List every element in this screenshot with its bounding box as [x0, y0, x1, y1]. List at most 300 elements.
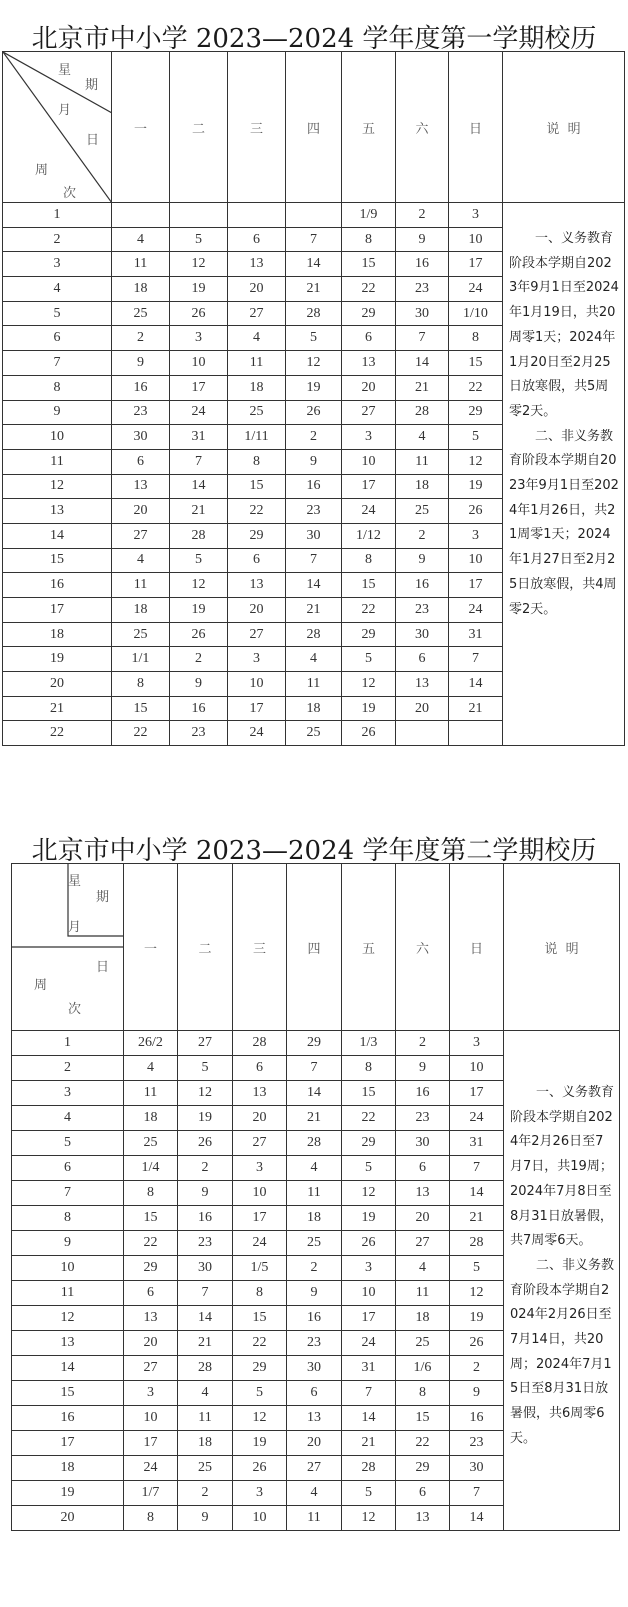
- date-cell: 9: [287, 1281, 342, 1306]
- date-cell: 4: [178, 1381, 233, 1406]
- date-cell: 3: [124, 1381, 178, 1406]
- date-cell: 17: [228, 696, 286, 721]
- week-number-cell: 13: [12, 1331, 124, 1356]
- week-number-cell: 14: [12, 1356, 124, 1381]
- date-cell: 17: [233, 1206, 287, 1231]
- date-cell: 2: [396, 523, 449, 548]
- date-cell: 14: [286, 573, 342, 598]
- date-cell: 27: [233, 1131, 287, 1156]
- date-cell: 15: [342, 573, 396, 598]
- date-cell: 18: [112, 277, 170, 302]
- date-cell: 3: [233, 1481, 287, 1506]
- date-cell: 12: [342, 672, 396, 697]
- date-cell: 31: [449, 622, 503, 647]
- date-cell: 12: [449, 449, 503, 474]
- date-cell: 22: [342, 598, 396, 623]
- date-cell: 17: [342, 1306, 396, 1331]
- week-number-cell: 9: [12, 1231, 124, 1256]
- date-cell: 12: [178, 1081, 233, 1106]
- week-number-cell: 10: [12, 1256, 124, 1281]
- date-cell: 31: [450, 1131, 504, 1156]
- semester1-calendar-table: [2, 51, 625, 746]
- date-cell: 21: [450, 1206, 504, 1231]
- date-cell: 18: [396, 1306, 450, 1331]
- date-cell: 7: [449, 647, 503, 672]
- date-cell: 5: [450, 1256, 504, 1281]
- date-cell: 10: [342, 449, 396, 474]
- date-cell: 15: [112, 696, 170, 721]
- date-cell: 19: [450, 1306, 504, 1331]
- date-cell: 7: [396, 326, 449, 351]
- date-cell: 10: [170, 351, 228, 376]
- week-number-cell: 17: [3, 598, 112, 623]
- date-cell: 28: [233, 1031, 287, 1056]
- corner-label-zhou: 周: [35, 163, 49, 178]
- date-cell: 7: [450, 1156, 504, 1181]
- date-cell: 24: [342, 1331, 396, 1356]
- weekday-header-tue: 二: [170, 52, 228, 203]
- date-cell: 7: [178, 1281, 233, 1306]
- corner-label-ci: 次: [63, 186, 77, 201]
- date-cell: 21: [170, 499, 228, 524]
- date-cell: 27: [112, 523, 170, 548]
- date-cell: 19: [170, 598, 228, 623]
- date-cell: 12: [170, 573, 228, 598]
- date-cell: 25: [112, 622, 170, 647]
- date-cell: 1/9: [342, 203, 396, 228]
- date-cell: 17: [170, 375, 228, 400]
- date-cell: 5: [342, 647, 396, 672]
- date-cell: 15: [124, 1206, 178, 1231]
- date-cell: 20: [396, 696, 449, 721]
- date-cell: 18: [286, 696, 342, 721]
- date-cell: 11: [396, 449, 449, 474]
- date-cell: 12: [342, 1181, 396, 1206]
- week-number-cell: 16: [3, 573, 112, 598]
- date-cell: 29: [287, 1031, 342, 1056]
- date-cell: 2: [286, 425, 342, 450]
- date-cell: 11: [396, 1281, 450, 1306]
- date-cell: 27: [396, 1231, 450, 1256]
- date-cell: 8: [449, 326, 503, 351]
- week-number-cell: 19: [12, 1481, 124, 1506]
- date-cell: 16: [112, 375, 170, 400]
- week-number-cell: 20: [3, 672, 112, 697]
- week-row: [3, 203, 625, 228]
- date-cell: 21: [178, 1331, 233, 1356]
- date-cell: 18: [228, 375, 286, 400]
- date-cell: 28: [342, 1456, 396, 1481]
- date-cell: 30: [286, 523, 342, 548]
- date-cell: 29: [342, 622, 396, 647]
- date-cell: 2: [178, 1481, 233, 1506]
- date-cell: 27: [342, 400, 396, 425]
- date-cell: 28: [170, 523, 228, 548]
- week-number-cell: 1: [3, 203, 112, 228]
- semester2-calendar-table: [11, 863, 620, 1531]
- corner-label-ci: 次: [68, 1002, 82, 1017]
- date-cell: 28: [287, 1131, 342, 1156]
- date-cell: 9: [178, 1506, 233, 1531]
- week-number-cell: 8: [3, 375, 112, 400]
- date-cell: 16: [396, 1081, 450, 1106]
- date-cell: 4: [228, 326, 286, 351]
- date-cell: 25: [287, 1231, 342, 1256]
- weekday-header-fri: 五: [342, 864, 396, 1031]
- date-cell: 23: [396, 1106, 450, 1131]
- weekday-header-sun: 日: [449, 52, 503, 203]
- date-cell: 25: [178, 1456, 233, 1481]
- notes-cell: [503, 203, 625, 746]
- date-cell: 2: [287, 1256, 342, 1281]
- date-cell: 25: [396, 1331, 450, 1356]
- date-cell: 23: [396, 277, 449, 302]
- notes-header: 说 明: [504, 864, 620, 1031]
- date-cell: 7: [342, 1381, 396, 1406]
- week-number-cell: 4: [3, 277, 112, 302]
- date-cell: 1/7: [124, 1481, 178, 1506]
- date-cell: 26: [449, 499, 503, 524]
- date-cell: 24: [450, 1106, 504, 1131]
- note-paragraph: 一、义务教育阶段本学期自2024年2月26日至7月7日，共19周；2024年7月8日至8月31日放暑假，共7周零6天。: [510, 1085, 615, 1249]
- date-cell: 16: [396, 573, 449, 598]
- date-cell: 23: [286, 499, 342, 524]
- date-cell: 20: [342, 375, 396, 400]
- date-cell: 16: [396, 252, 449, 277]
- date-cell: 22: [342, 1106, 396, 1131]
- date-cell: 25: [396, 499, 449, 524]
- date-cell: 30: [287, 1356, 342, 1381]
- date-cell: 9: [396, 1056, 450, 1081]
- date-cell: 22: [342, 277, 396, 302]
- date-cell: 29: [342, 301, 396, 326]
- date-cell: 20: [228, 277, 286, 302]
- date-cell: 7: [286, 548, 342, 573]
- weekday-header-wed: 三: [233, 864, 287, 1031]
- date-cell: 9: [178, 1181, 233, 1206]
- date-cell: 16: [178, 1206, 233, 1231]
- date-cell: 14: [396, 351, 449, 376]
- date-cell: 7: [170, 449, 228, 474]
- week-number-cell: 3: [12, 1081, 124, 1106]
- date-cell: 31: [342, 1356, 396, 1381]
- date-cell: 19: [233, 1431, 287, 1456]
- date-cell: 5: [286, 326, 342, 351]
- date-cell: 19: [342, 696, 396, 721]
- date-cell: 21: [449, 696, 503, 721]
- date-cell: 4: [112, 227, 170, 252]
- week-number-cell: 20: [12, 1506, 124, 1531]
- date-cell: 2: [450, 1356, 504, 1381]
- date-cell: 26: [178, 1131, 233, 1156]
- date-cell: 29: [342, 1131, 396, 1156]
- date-cell: 11: [112, 252, 170, 277]
- corner-label-ri: 日: [96, 960, 110, 975]
- date-cell: 25: [228, 400, 286, 425]
- date-cell: 24: [233, 1231, 287, 1256]
- date-cell: 19: [178, 1106, 233, 1131]
- date-cell: 29: [449, 400, 503, 425]
- week-number-cell: 13: [3, 499, 112, 524]
- note-paragraph: 二、非义务教育阶段本学期自2024年2月26日至7月14日，共20周；2024年7月15日至8月31日放暑假，共6周零6天。: [510, 1257, 615, 1446]
- date-cell: [170, 203, 228, 228]
- date-cell: [112, 203, 170, 228]
- date-cell: 27: [287, 1456, 342, 1481]
- date-cell: 26/2: [124, 1031, 178, 1056]
- date-cell: 20: [112, 499, 170, 524]
- date-cell: 4: [124, 1056, 178, 1081]
- date-cell: 14: [287, 1081, 342, 1106]
- corner-header-cell: [3, 52, 112, 203]
- date-cell: 23: [287, 1331, 342, 1356]
- date-cell: 10: [449, 227, 503, 252]
- date-cell: 15: [396, 1406, 450, 1431]
- date-cell: 13: [233, 1081, 287, 1106]
- weekday-header-wed: 三: [228, 52, 286, 203]
- date-cell: 10: [233, 1506, 287, 1531]
- date-cell: 8: [233, 1281, 287, 1306]
- date-cell: 5: [342, 1156, 396, 1181]
- note-paragraph: 二、非义务教育阶段本学期自2023年9月1日至2024年1月26日，共21周零1天；2024年1月27日至2月25日放寒假，共4周零2天。: [509, 428, 619, 617]
- date-cell: 18: [178, 1431, 233, 1456]
- date-cell: 7: [286, 227, 342, 252]
- corner-label-zhou: 周: [34, 978, 48, 993]
- date-cell: 6: [342, 326, 396, 351]
- week-number-cell: 9: [3, 400, 112, 425]
- date-cell: [449, 721, 503, 746]
- weekday-header-sat: 六: [396, 864, 450, 1031]
- date-cell: 17: [449, 573, 503, 598]
- date-cell: 26: [233, 1456, 287, 1481]
- week-number-cell: 7: [3, 351, 112, 376]
- date-cell: 6: [228, 227, 286, 252]
- week-number-cell: 2: [12, 1056, 124, 1081]
- date-cell: 28: [396, 400, 449, 425]
- semester2-title: 北京市中小学 2023—2024 学年度第二学期校历: [31, 836, 597, 866]
- date-cell: 4: [286, 647, 342, 672]
- date-cell: 4: [112, 548, 170, 573]
- note-paragraph: 一、义务教育阶段本学期自2023年9月1日至2024年1月19日，共20周零1天；2024年1月20日至2月25日放寒假，共5周零2天。: [509, 231, 619, 419]
- date-cell: 24: [449, 277, 503, 302]
- notes-cell: [504, 1031, 620, 1531]
- date-cell: 11: [124, 1081, 178, 1106]
- date-cell: 5: [342, 1481, 396, 1506]
- corner-label-qi: 期: [85, 78, 99, 93]
- date-cell: 20: [287, 1431, 342, 1456]
- date-cell: 23: [112, 400, 170, 425]
- week-number-cell: 22: [3, 721, 112, 746]
- date-cell: 15: [342, 1081, 396, 1106]
- date-cell: 19: [449, 474, 503, 499]
- date-cell: 14: [449, 672, 503, 697]
- date-cell: 18: [124, 1106, 178, 1131]
- date-cell: 14: [170, 474, 228, 499]
- date-cell: 2: [170, 647, 228, 672]
- date-cell: 1/12: [342, 523, 396, 548]
- week-number-cell: 2: [3, 227, 112, 252]
- date-cell: 19: [170, 277, 228, 302]
- date-cell: 16: [286, 474, 342, 499]
- date-cell: 26: [342, 1231, 396, 1256]
- date-cell: 10: [450, 1056, 504, 1081]
- date-cell: 11: [286, 672, 342, 697]
- corner-header-cell: [12, 864, 124, 1031]
- date-cell: 5: [233, 1381, 287, 1406]
- date-cell: 2: [396, 1031, 450, 1056]
- week-number-cell: 15: [3, 548, 112, 573]
- date-cell: 13: [112, 474, 170, 499]
- date-cell: 23: [170, 721, 228, 746]
- week-number-cell: 7: [12, 1181, 124, 1206]
- date-cell: 19: [342, 1206, 396, 1231]
- date-cell: 5: [170, 548, 228, 573]
- date-cell: 13: [342, 351, 396, 376]
- corner-label-xing: 星: [68, 874, 82, 889]
- week-number-cell: 18: [12, 1456, 124, 1481]
- date-cell: 9: [450, 1381, 504, 1406]
- header-row: [3, 52, 625, 203]
- week-number-cell: 8: [12, 1206, 124, 1231]
- date-cell: 5: [449, 425, 503, 450]
- date-cell: 9: [396, 227, 449, 252]
- date-cell: 6: [396, 647, 449, 672]
- date-cell: 11: [287, 1506, 342, 1531]
- date-cell: 2: [396, 203, 449, 228]
- date-cell: 6: [396, 1156, 450, 1181]
- date-cell: 21: [286, 277, 342, 302]
- date-cell: 3: [342, 1256, 396, 1281]
- date-cell: 18: [396, 474, 449, 499]
- date-cell: 6: [396, 1481, 450, 1506]
- week-number-cell: 6: [3, 326, 112, 351]
- date-cell: 30: [396, 1131, 450, 1156]
- date-cell: 10: [228, 672, 286, 697]
- date-cell: 5: [170, 227, 228, 252]
- date-cell: 27: [228, 622, 286, 647]
- date-cell: 20: [228, 598, 286, 623]
- date-cell: 24: [342, 499, 396, 524]
- date-cell: 10: [342, 1281, 396, 1306]
- date-cell: 10: [124, 1406, 178, 1431]
- date-cell: 9: [286, 449, 342, 474]
- date-cell: 14: [178, 1306, 233, 1331]
- date-cell: 7: [450, 1481, 504, 1506]
- date-cell: 25: [286, 721, 342, 746]
- date-cell: 1/11: [228, 425, 286, 450]
- date-cell: 29: [228, 523, 286, 548]
- week-number-cell: 16: [12, 1406, 124, 1431]
- notes-header: 说 明: [503, 52, 625, 203]
- date-cell: 29: [396, 1456, 450, 1481]
- date-cell: 8: [342, 548, 396, 573]
- date-cell: 30: [112, 425, 170, 450]
- date-cell: 21: [286, 598, 342, 623]
- date-cell: 19: [286, 375, 342, 400]
- semester1-title: 北京市中小学 2023—2024 学年度第一学期校历: [31, 24, 597, 54]
- date-cell: 14: [450, 1506, 504, 1531]
- date-cell: 26: [286, 400, 342, 425]
- weekday-header-thu: 四: [287, 864, 342, 1031]
- date-cell: 2: [112, 326, 170, 351]
- week-number-cell: 4: [12, 1106, 124, 1131]
- week-number-cell: 3: [3, 252, 112, 277]
- date-cell: 30: [396, 622, 449, 647]
- date-cell: 17: [449, 252, 503, 277]
- date-cell: 27: [124, 1356, 178, 1381]
- date-cell: 4: [287, 1481, 342, 1506]
- date-cell: 30: [178, 1256, 233, 1281]
- date-cell: 17: [450, 1081, 504, 1106]
- date-cell: 25: [112, 301, 170, 326]
- date-cell: 3: [450, 1031, 504, 1056]
- date-cell: 13: [396, 1506, 450, 1531]
- date-cell: 22: [233, 1331, 287, 1356]
- date-cell: 16: [450, 1406, 504, 1431]
- date-cell: 24: [449, 598, 503, 623]
- date-cell: 1/10: [449, 301, 503, 326]
- date-cell: 15: [228, 474, 286, 499]
- week-row: [12, 1031, 620, 1056]
- date-cell: 21: [342, 1431, 396, 1456]
- date-cell: 31: [170, 425, 228, 450]
- date-cell: 20: [396, 1206, 450, 1231]
- date-cell: 8: [342, 227, 396, 252]
- corner-label-qi: 期: [96, 890, 110, 905]
- week-number-cell: 10: [3, 425, 112, 450]
- date-cell: 6: [228, 548, 286, 573]
- weekday-header-thu: 四: [286, 52, 342, 203]
- week-number-cell: 11: [3, 449, 112, 474]
- week-number-cell: 6: [12, 1156, 124, 1181]
- date-cell: 14: [286, 252, 342, 277]
- date-cell: 13: [396, 672, 449, 697]
- date-cell: 21: [287, 1106, 342, 1131]
- date-cell: 15: [449, 351, 503, 376]
- date-cell: 4: [287, 1156, 342, 1181]
- date-cell: 4: [396, 425, 449, 450]
- date-cell: 5: [178, 1056, 233, 1081]
- date-cell: 6: [124, 1281, 178, 1306]
- week-number-cell: 5: [12, 1131, 124, 1156]
- date-cell: 17: [342, 474, 396, 499]
- week-number-cell: 21: [3, 696, 112, 721]
- date-cell: 9: [112, 351, 170, 376]
- date-cell: 22: [449, 375, 503, 400]
- date-cell: 3: [228, 647, 286, 672]
- date-cell: 13: [228, 252, 286, 277]
- week-number-cell: 17: [12, 1431, 124, 1456]
- date-cell: 26: [450, 1331, 504, 1356]
- weekday-header-fri: 五: [342, 52, 396, 203]
- date-cell: 24: [124, 1456, 178, 1481]
- date-cell: 8: [124, 1181, 178, 1206]
- header-row: [12, 864, 620, 1031]
- date-cell: [286, 203, 342, 228]
- date-cell: 1/1: [112, 647, 170, 672]
- date-cell: 10: [233, 1181, 287, 1206]
- date-cell: 22: [112, 721, 170, 746]
- date-cell: 9: [396, 548, 449, 573]
- date-cell: 1/4: [124, 1156, 178, 1181]
- date-cell: 8: [342, 1056, 396, 1081]
- date-cell: 17: [124, 1431, 178, 1456]
- week-number-cell: 15: [12, 1381, 124, 1406]
- weekday-header-mon: 一: [112, 52, 170, 203]
- date-cell: 23: [178, 1231, 233, 1256]
- date-cell: 6: [112, 449, 170, 474]
- date-cell: 26: [342, 721, 396, 746]
- date-cell: 4: [396, 1256, 450, 1281]
